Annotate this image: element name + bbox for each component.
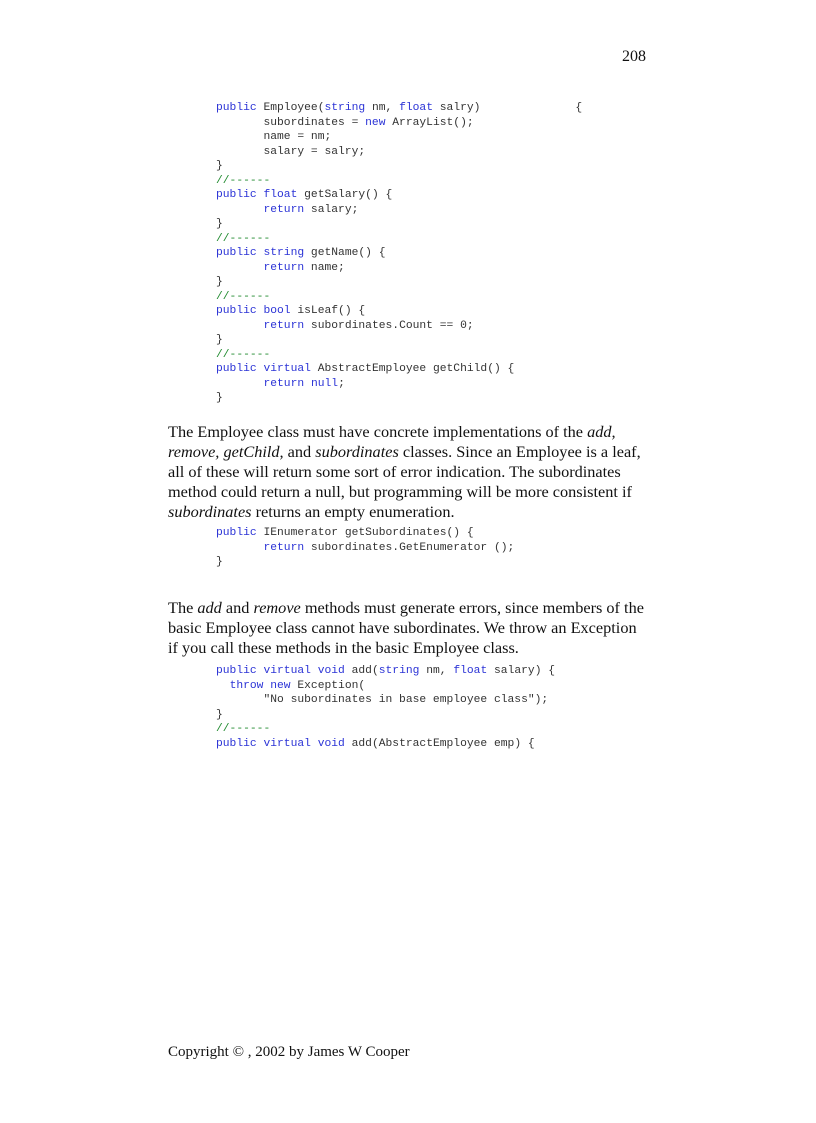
code-text: salary = salry; bbox=[216, 145, 366, 158]
code-line bbox=[216, 664, 555, 679]
text-segment: returns an empty enumeration. bbox=[251, 502, 455, 521]
code-text: subordinates = bbox=[216, 116, 366, 129]
code-text: salry) { bbox=[432, 102, 583, 114]
code-keyword: public bbox=[216, 189, 257, 201]
code-text: } bbox=[216, 392, 223, 404]
italic-term: add, bbox=[587, 422, 616, 441]
code-keyword: return bbox=[263, 377, 305, 390]
code-line bbox=[216, 333, 582, 348]
copyright-footer: Copyright © , 2002 by James W Cooper bbox=[168, 1044, 410, 1060]
code-keyword: void bbox=[317, 665, 345, 677]
code-keyword: virtual bbox=[263, 363, 311, 375]
code-text: } bbox=[216, 276, 223, 288]
code-comment: //------ bbox=[216, 290, 271, 303]
code-text: } bbox=[216, 218, 223, 230]
code-line bbox=[216, 526, 514, 541]
code-keyword: public bbox=[216, 102, 257, 114]
code-text: subordinates.Count == 0; bbox=[304, 319, 474, 332]
code-comment: //------ bbox=[216, 348, 271, 361]
code-text bbox=[216, 542, 263, 554]
code-line bbox=[216, 275, 582, 290]
code-text: nm, bbox=[365, 102, 400, 114]
code-keyword: float bbox=[453, 665, 488, 677]
code-text: ; bbox=[338, 377, 345, 390]
italic-term: remove, getChild, bbox=[168, 442, 284, 461]
page-number: 208 bbox=[622, 48, 646, 65]
code-line bbox=[216, 708, 555, 723]
code-line bbox=[216, 130, 582, 145]
code-keyword: public bbox=[216, 527, 257, 539]
code-text bbox=[216, 204, 263, 216]
code-line bbox=[216, 246, 582, 261]
code-line bbox=[216, 555, 514, 570]
code-keyword: return bbox=[263, 319, 305, 332]
code-keyword: return bbox=[263, 203, 305, 216]
text-segment: and bbox=[283, 442, 316, 461]
code-line bbox=[216, 362, 582, 377]
code-line bbox=[216, 679, 555, 694]
code-line bbox=[216, 737, 555, 752]
code-text: } bbox=[216, 556, 223, 568]
code-text bbox=[216, 262, 263, 274]
italic-term: add bbox=[197, 598, 222, 617]
code-block-employee-methods bbox=[216, 101, 582, 406]
code-keyword: return bbox=[263, 261, 305, 274]
code-text: } bbox=[216, 708, 223, 721]
code-keyword: bool bbox=[263, 305, 291, 317]
code-text bbox=[216, 320, 263, 332]
code-keyword: null bbox=[310, 377, 339, 390]
code-text bbox=[304, 378, 311, 390]
code-line bbox=[216, 391, 582, 406]
code-line bbox=[216, 304, 582, 319]
code-keyword: public bbox=[216, 247, 257, 259]
code-text: salary; bbox=[304, 203, 359, 216]
code-text: name; bbox=[304, 261, 345, 274]
code-line bbox=[216, 541, 514, 556]
code-keyword: float bbox=[263, 189, 298, 201]
code-keyword: public bbox=[216, 665, 257, 677]
code-keyword: string bbox=[324, 102, 366, 114]
code-text bbox=[311, 665, 318, 677]
code-keyword: return bbox=[263, 541, 305, 554]
code-comment: //------ bbox=[216, 174, 271, 187]
code-text: } bbox=[216, 160, 223, 172]
code-text: subordinates.GetEnumerator (); bbox=[304, 541, 515, 554]
code-text: IEnumerator getSubordinates() { bbox=[256, 527, 474, 539]
code-text bbox=[216, 378, 263, 390]
code-line bbox=[216, 188, 582, 203]
code-line bbox=[216, 217, 582, 232]
code-text: add(AbstractEmployee emp) { bbox=[344, 737, 535, 750]
code-block-get-subordinates bbox=[216, 526, 514, 570]
code-comment: //------ bbox=[216, 232, 271, 245]
code-text: } bbox=[216, 334, 223, 346]
code-text: "No subordinates in base employee class"); bbox=[216, 694, 549, 706]
code-line bbox=[216, 722, 555, 737]
code-keyword: virtual bbox=[263, 737, 311, 750]
code-line bbox=[216, 145, 582, 160]
text-segment: The Employee class must have concrete implementations of the bbox=[168, 422, 588, 441]
code-keyword: string bbox=[378, 665, 420, 677]
code-text: getName() { bbox=[304, 247, 386, 259]
code-text: salary) { bbox=[487, 665, 556, 677]
code-text: add( bbox=[344, 665, 379, 677]
code-keyword: public bbox=[216, 737, 257, 750]
code-keyword: throw bbox=[229, 679, 264, 692]
paragraph-add-remove-errors bbox=[168, 598, 648, 658]
code-text: Exception( bbox=[290, 679, 366, 692]
code-text bbox=[216, 680, 230, 692]
code-line bbox=[216, 203, 582, 218]
code-line bbox=[216, 693, 555, 708]
code-block-add-methods bbox=[216, 664, 555, 751]
italic-term: subordinates bbox=[168, 502, 252, 521]
code-text: name = nm; bbox=[216, 131, 332, 143]
code-comment: //------ bbox=[216, 723, 271, 735]
code-line bbox=[216, 261, 582, 276]
code-text: ArrayList(); bbox=[385, 116, 474, 129]
italic-term: subordinates bbox=[315, 442, 399, 461]
text-segment: methods must generate errors, since members of the basic Employee class cannot have subordinates. We throw an Exception if you call these methods in the basic Employee class. bbox=[168, 598, 644, 657]
code-keyword: void bbox=[317, 737, 345, 750]
code-line bbox=[216, 232, 582, 247]
code-text: getSalary() { bbox=[297, 189, 393, 201]
text-segment: The bbox=[168, 598, 198, 617]
code-keyword: public bbox=[216, 305, 257, 317]
code-text: isLeaf() { bbox=[290, 305, 366, 317]
code-text: nm, bbox=[419, 665, 454, 677]
italic-term: remove bbox=[253, 598, 301, 617]
code-line bbox=[216, 290, 582, 305]
code-line bbox=[216, 101, 582, 116]
code-keyword: new bbox=[365, 116, 386, 129]
code-text: Employee( bbox=[256, 102, 325, 114]
code-line bbox=[216, 174, 582, 189]
text-segment: classes. Since an Employee is a leaf, all of these will return some sort of error indication. The subordinates method could return a null, but programming will be more consistent if bbox=[168, 442, 641, 501]
code-keyword: public bbox=[216, 363, 257, 375]
code-line bbox=[216, 116, 582, 131]
code-keyword: float bbox=[399, 102, 433, 114]
code-line bbox=[216, 159, 582, 174]
text-segment: and bbox=[221, 598, 254, 617]
code-line bbox=[216, 348, 582, 363]
code-text bbox=[311, 738, 318, 750]
code-line bbox=[216, 319, 582, 334]
code-keyword: new bbox=[270, 679, 291, 692]
code-keyword: virtual bbox=[263, 665, 311, 677]
code-line bbox=[216, 377, 582, 392]
code-keyword: string bbox=[263, 247, 305, 259]
code-text: AbstractEmployee getChild() { bbox=[310, 363, 515, 375]
paragraph-concrete-implementations bbox=[168, 422, 648, 522]
